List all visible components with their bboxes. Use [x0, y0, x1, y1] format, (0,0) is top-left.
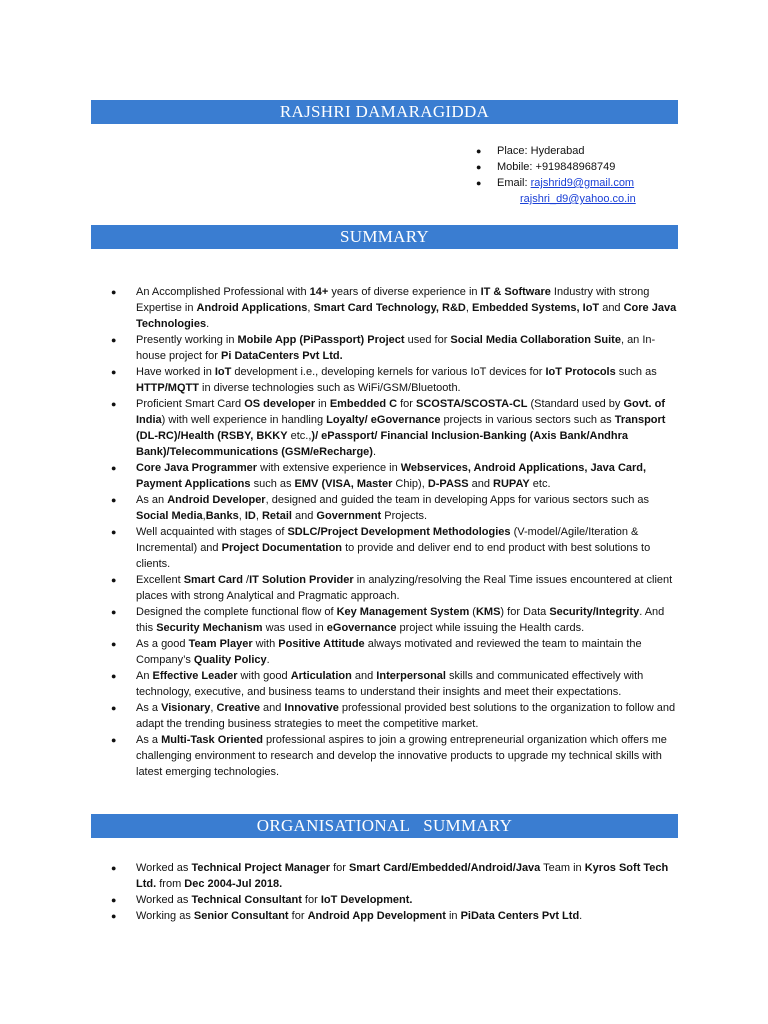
body-text: ,	[238, 510, 245, 522]
body-text: Proficient Smart Card	[136, 398, 245, 410]
body-text: .	[206, 318, 210, 330]
body-text: , designed and guided the team in developing Apps for various sectors such as	[265, 494, 650, 506]
bold-text: Govt. of India	[136, 398, 666, 426]
bullet-icon: ●	[111, 735, 117, 745]
summary-item	[111, 732, 677, 780]
body-text: ,	[202, 510, 206, 522]
bullet-icon: ●	[111, 639, 117, 649]
body-text: professional aspires to join a growing entrepreneurial organization which offers me challenging environment to research and develop the innovative products to upgrade my technical skills with latest emerging technologies.	[136, 734, 667, 778]
bullet-icon: ●	[111, 863, 117, 873]
summary-item	[111, 332, 677, 364]
bold-text: SDLC/Project Development Methodologies	[287, 526, 511, 538]
email-label: Email:	[497, 177, 531, 189]
summary-item	[111, 396, 677, 460]
bullet-icon: ●	[111, 287, 117, 297]
bullet-icon: ●	[111, 575, 117, 585]
bold-text: Android Applications	[196, 302, 308, 314]
org-summary-banner	[91, 814, 678, 838]
bold-text: OS developer	[244, 398, 316, 410]
bold-text: Mobile App (PiPassport) Project	[237, 334, 405, 346]
summary-list	[111, 284, 677, 780]
bold-text: Loyalty/ eGovernance	[326, 414, 441, 426]
bold-text: Senior Consultant	[193, 910, 289, 922]
bold-text: Retail	[261, 510, 292, 522]
bold-text: HTTP/MQTT	[136, 382, 199, 394]
body-text: development i.e., developing kernels for various IoT devices for	[231, 366, 546, 378]
bold-text: Transport (DL-RC)/Health (RSBY, BKKY	[136, 414, 666, 442]
body-text: and	[468, 478, 494, 490]
body-text: professional provided best solutions to the organization to follow and adapt the trending business strategies to meet the competitive market.	[136, 702, 676, 730]
body-text: (	[469, 606, 476, 618]
bold-text: PiData Centers Pvt Ltd	[460, 910, 580, 922]
body-text: (Standard used by	[527, 398, 624, 410]
body-text: .	[266, 654, 270, 666]
body-text: such as	[250, 478, 295, 490]
bullet-icon: ●	[111, 703, 117, 713]
bold-text: Interpersonal	[376, 670, 446, 682]
body-text: years of diverse experience in	[328, 286, 481, 298]
bold-text: Embedded Systems, IoT	[471, 302, 600, 314]
bold-text: Core Java Programmer	[136, 462, 258, 474]
body-text: and	[291, 510, 317, 522]
body-text: from	[156, 878, 185, 890]
summary-item	[111, 284, 677, 332]
bullet-icon: ●	[476, 178, 482, 188]
body-text: projects in various sectors such as	[440, 414, 615, 426]
bold-text: Project Documentation	[221, 542, 343, 554]
contact-list	[476, 143, 716, 207]
place-text: Place: Hyderabad	[497, 145, 585, 157]
bold-text: Pi DataCenters Pvt Ltd.	[221, 350, 343, 362]
bullet-icon: ●	[111, 911, 117, 921]
summary-item	[111, 700, 677, 732]
body-text: for	[301, 894, 321, 906]
body-text: Presently working in	[136, 334, 238, 346]
body-text: skills and communicated effectively with technology, executive, and business teams to understand their insights and meet their expectations.	[136, 670, 644, 698]
body-text: Industry with strong Expertise in	[136, 286, 650, 314]
bold-text: Webservices, Android Applications, Java Card, Payment Applications	[136, 462, 647, 490]
summary-item	[111, 524, 677, 572]
bold-text: RUPAY	[493, 478, 530, 490]
bold-text: 14+	[309, 286, 329, 298]
bold-text: Creative	[216, 702, 260, 714]
body-text: ,	[210, 702, 217, 714]
body-text: used for	[404, 334, 451, 346]
bold-text: IoT Protocols	[545, 366, 616, 378]
bold-text: IoT Development.	[320, 894, 413, 906]
bold-text: Kyros Soft Tech Ltd.	[136, 862, 669, 890]
bold-text: Security Mechanism	[156, 622, 263, 634]
bold-text: Key Management System	[336, 606, 470, 618]
bullet-icon: ●	[111, 607, 117, 617]
bold-text: Quality Policy	[193, 654, 267, 666]
bold-text: Positive Attitude	[278, 638, 365, 650]
body-text: ,	[255, 510, 262, 522]
body-text: Well acquainted with stages of	[136, 526, 288, 538]
body-text: ,	[307, 302, 314, 314]
bold-text: Government	[316, 510, 382, 522]
bold-text: Android App Development	[307, 910, 446, 922]
body-text: project while issuing the Health cards.	[396, 622, 585, 634]
body-text: An Accomplished Professional with	[136, 286, 310, 298]
bold-text: Embedded C	[329, 398, 398, 410]
bold-text: Articulation	[290, 670, 352, 682]
summary-heading: SUMMARY	[339, 227, 430, 246]
bold-text: Visionary	[161, 702, 211, 714]
body-text: always motivated and reviewed the team to maintain the Company’s	[136, 638, 642, 666]
bold-text: Team Player	[188, 638, 253, 650]
body-text: was used in	[262, 622, 327, 634]
email-link-secondary[interactable]: rajshri_d9@yahoo.co.in	[520, 193, 636, 205]
body-text: Working as	[136, 910, 194, 922]
bold-text: IoT	[214, 366, 232, 378]
summary-item	[111, 668, 677, 700]
body-text: in diverse technologies such as WiFi/GSM/Bluetooth.	[198, 382, 461, 394]
bold-text: Innovative	[284, 702, 339, 714]
summary-item	[111, 364, 677, 396]
summary-item	[111, 460, 677, 492]
bold-text: Smart Card	[183, 574, 243, 586]
bullet-icon: ●	[111, 495, 117, 505]
summary-banner	[91, 225, 678, 249]
body-text: . And this	[136, 606, 665, 634]
contact-email	[476, 175, 716, 191]
body-text: As an	[136, 494, 168, 506]
org-summary-item	[111, 892, 677, 908]
bold-text: Core Java Technologies	[136, 302, 677, 330]
body-text: , an In-house project for	[136, 334, 656, 362]
body-text: in	[315, 398, 330, 410]
body-text: and	[351, 670, 377, 682]
body-text: in analyzing/resolving the Real Time issues encountered at client places with strong Analytical and Pragmatic approach.	[136, 574, 673, 602]
bold-text: Technical Consultant	[191, 894, 302, 906]
contact-mobile	[476, 159, 716, 175]
body-text: Chip),	[392, 478, 428, 490]
body-text: An	[136, 670, 153, 682]
body-text: Team in	[540, 862, 585, 874]
body-text: ,	[465, 302, 472, 314]
body-text: and	[599, 302, 624, 314]
bullet-icon: ●	[111, 463, 117, 473]
bold-text: SCOSTA/SCOSTA-CL	[416, 398, 528, 410]
body-text: for	[330, 862, 349, 874]
org-summary-item	[111, 908, 677, 924]
body-text: Worked as	[136, 894, 192, 906]
summary-item	[111, 636, 677, 668]
mobile-text: Mobile: +919848968749	[497, 161, 616, 173]
body-text: in	[445, 910, 461, 922]
bold-text: Smart Card Technology, R&D	[313, 302, 466, 314]
body-text: and	[259, 702, 285, 714]
contact-place	[476, 143, 716, 159]
org-summary-item	[111, 860, 677, 892]
bullet-icon: ●	[111, 367, 117, 377]
body-text: As a	[136, 734, 162, 746]
org-summary-heading: ORGANISATIONAL SUMMARY	[256, 816, 513, 835]
body-text: /	[243, 574, 250, 586]
name-banner	[91, 100, 678, 124]
body-text: for	[397, 398, 416, 410]
body-text: As a good	[136, 638, 189, 650]
contact-email-secondary	[476, 191, 716, 207]
body-text: such as	[615, 366, 657, 378]
bold-text: IT & Software	[480, 286, 551, 298]
bold-text: EMV (VISA, Master	[294, 478, 393, 490]
bold-text: Banks	[205, 510, 239, 522]
bold-text: Multi-Task Oriented	[161, 734, 263, 746]
body-text: with good	[237, 670, 291, 682]
body-text: Have worked in	[136, 366, 215, 378]
bold-text: IT Solution Provider	[249, 574, 354, 586]
bold-text: ID	[244, 510, 256, 522]
body-text: .	[372, 446, 377, 458]
body-text: Excellent	[136, 574, 184, 586]
bold-text: Social Media	[136, 510, 203, 522]
bold-text: Dec 2004-Jul 2018.	[184, 878, 283, 890]
bold-text: Social Media Collaboration Suite	[450, 334, 621, 346]
bullet-icon: ●	[111, 527, 117, 537]
bold-text: )/ ePassport/ Financial Inclusion-Banking (Axis Bank/Andhra Bank)/Telecommunications (GSM/eRecharge)	[136, 430, 629, 458]
summary-item	[111, 604, 677, 636]
body-text: for	[288, 910, 308, 922]
body-text: with extensive experience in	[257, 462, 401, 474]
bold-text: D-PASS	[427, 478, 469, 490]
bullet-icon: ●	[111, 671, 117, 681]
bullet-icon: ●	[476, 162, 482, 172]
summary-item	[111, 492, 677, 524]
email-link-primary[interactable]: rajshrid9@gmail.com	[530, 177, 635, 189]
body-text: ) for Data	[500, 606, 550, 618]
bold-text: Technical Project Manager	[191, 862, 331, 874]
body-text: As a	[136, 702, 162, 714]
org-summary-list	[111, 860, 677, 924]
bullet-icon: ●	[111, 399, 117, 409]
bold-text: Smart Card/Embedded/Android/Java	[348, 862, 541, 874]
body-text: Worked as	[136, 862, 192, 874]
body-text: .	[579, 910, 583, 922]
bullet-icon: ●	[111, 895, 117, 905]
body-text: with	[252, 638, 279, 650]
body-text: Designed the complete functional flow of	[136, 606, 337, 618]
body-text: to provide and deliver end to end product with best solutions to clients.	[136, 542, 651, 570]
bold-text: eGovernance	[326, 622, 397, 634]
body-text: etc.	[529, 478, 551, 490]
bold-text: Security/Integrity	[549, 606, 640, 618]
bullet-icon: ●	[111, 335, 117, 345]
summary-item	[111, 572, 677, 604]
bold-text: Effective Leader	[152, 670, 238, 682]
bullet-icon: ●	[476, 146, 482, 156]
candidate-name: RAJSHRI DAMARAGIDDA	[279, 102, 490, 121]
body-text: etc.,	[287, 430, 312, 442]
body-text: (V-model/Agile/Iteration & Incremental) and	[136, 526, 639, 554]
bold-text: Android Developer	[167, 494, 266, 506]
body-text: ) with well experience in handling	[161, 414, 327, 426]
bold-text: KMS	[475, 606, 501, 618]
body-text: Projects.	[381, 510, 428, 522]
